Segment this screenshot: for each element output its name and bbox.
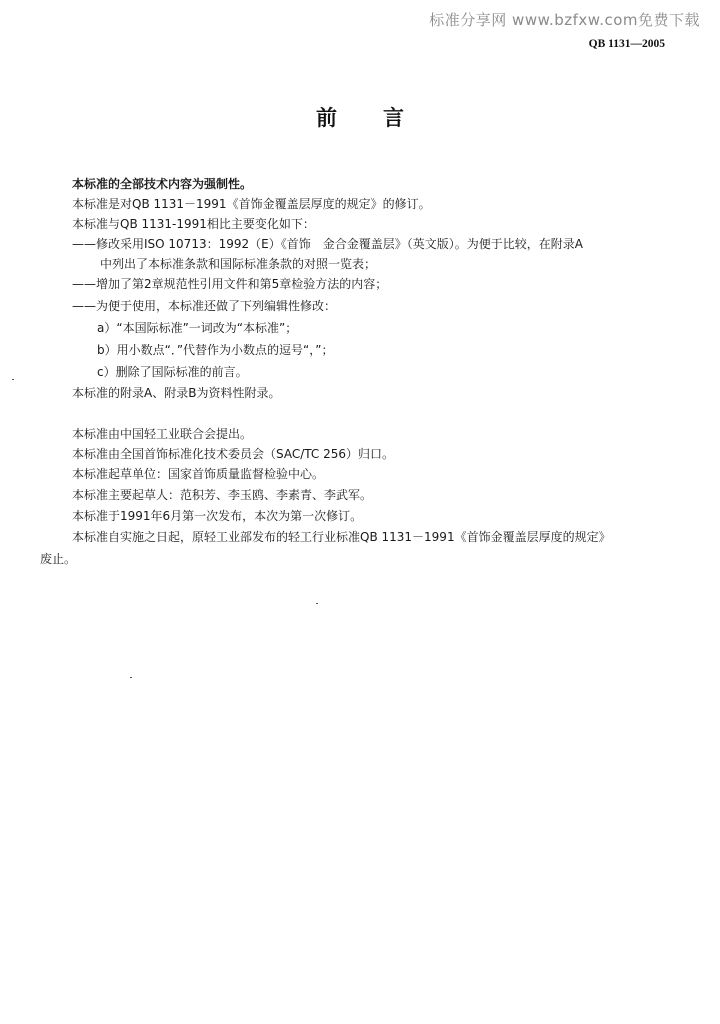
change-item-2: ——增加了第2章规范性引用文件和第5章检验方法的内容；: [72, 277, 388, 291]
page-title: 前言: [316, 106, 450, 130]
scan-speck: [12, 379, 14, 380]
paragraph-centralized: 本标准由全国首饰标准化技术委员会（SAC/TC 256）归口。: [72, 447, 394, 461]
paragraph-revision: 本标准是对QB 1131－1991《首饰金覆盖层厚度的规定》的修订。: [72, 197, 431, 211]
change-item-1-continued: 中列出了本标准条款和国际标准条款的对照一览表；: [100, 257, 377, 271]
paragraph-annexes: 本标准的附录A、附录B为资料性附录。: [72, 386, 281, 400]
paragraph-abolish: 本标准自实施之日起，原轻工业部发布的轻工行业标准QB 1131－1991《首饰金覆盖层厚度的规定》: [72, 530, 611, 544]
paragraph-abolish-continued: 废止。: [40, 552, 77, 566]
paragraph-changes-intro: 本标准与QB 1131-1991相比主要变化如下：: [72, 217, 315, 231]
paragraph-proposed: 本标准由中国轻工业联合会提出。: [72, 427, 253, 441]
paragraph-history: 本标准于1991年6月第一次发布，本次为第一次修订。: [72, 509, 363, 523]
paragraph-mandatory: 本标准的全部技术内容为强制性。: [72, 177, 253, 191]
watermark-text: 标准分享网 www.bzfxw.com免费下载: [429, 11, 700, 29]
paragraph-drafting-unit: 本标准起草单位：国家首饰质量监督检验中心。: [72, 467, 325, 481]
document-number: QB 1131—2005: [588, 38, 665, 50]
scan-speck: [316, 603, 318, 604]
edit-item-c: c）删除了国际标准的前言。: [97, 365, 248, 379]
edit-item-a: a）“本国际标准”一词改为“本标准”；: [97, 321, 298, 335]
scan-speck: [130, 677, 132, 678]
change-item-3: ——为便于使用，本标准还做了下列编辑性修改：: [72, 299, 337, 313]
edit-item-b: b）用小数点“．”代替作为小数点的逗号“，”；: [97, 343, 334, 357]
paragraph-drafters: 本标准主要起草人：范积芳、李玉鸥、李素青、李武军。: [72, 488, 373, 502]
change-item-1: ——修改采用ISO 10713：1992（E）《首饰 金合金覆盖层》（英文版）。为便于比较，在附录A: [72, 237, 583, 251]
